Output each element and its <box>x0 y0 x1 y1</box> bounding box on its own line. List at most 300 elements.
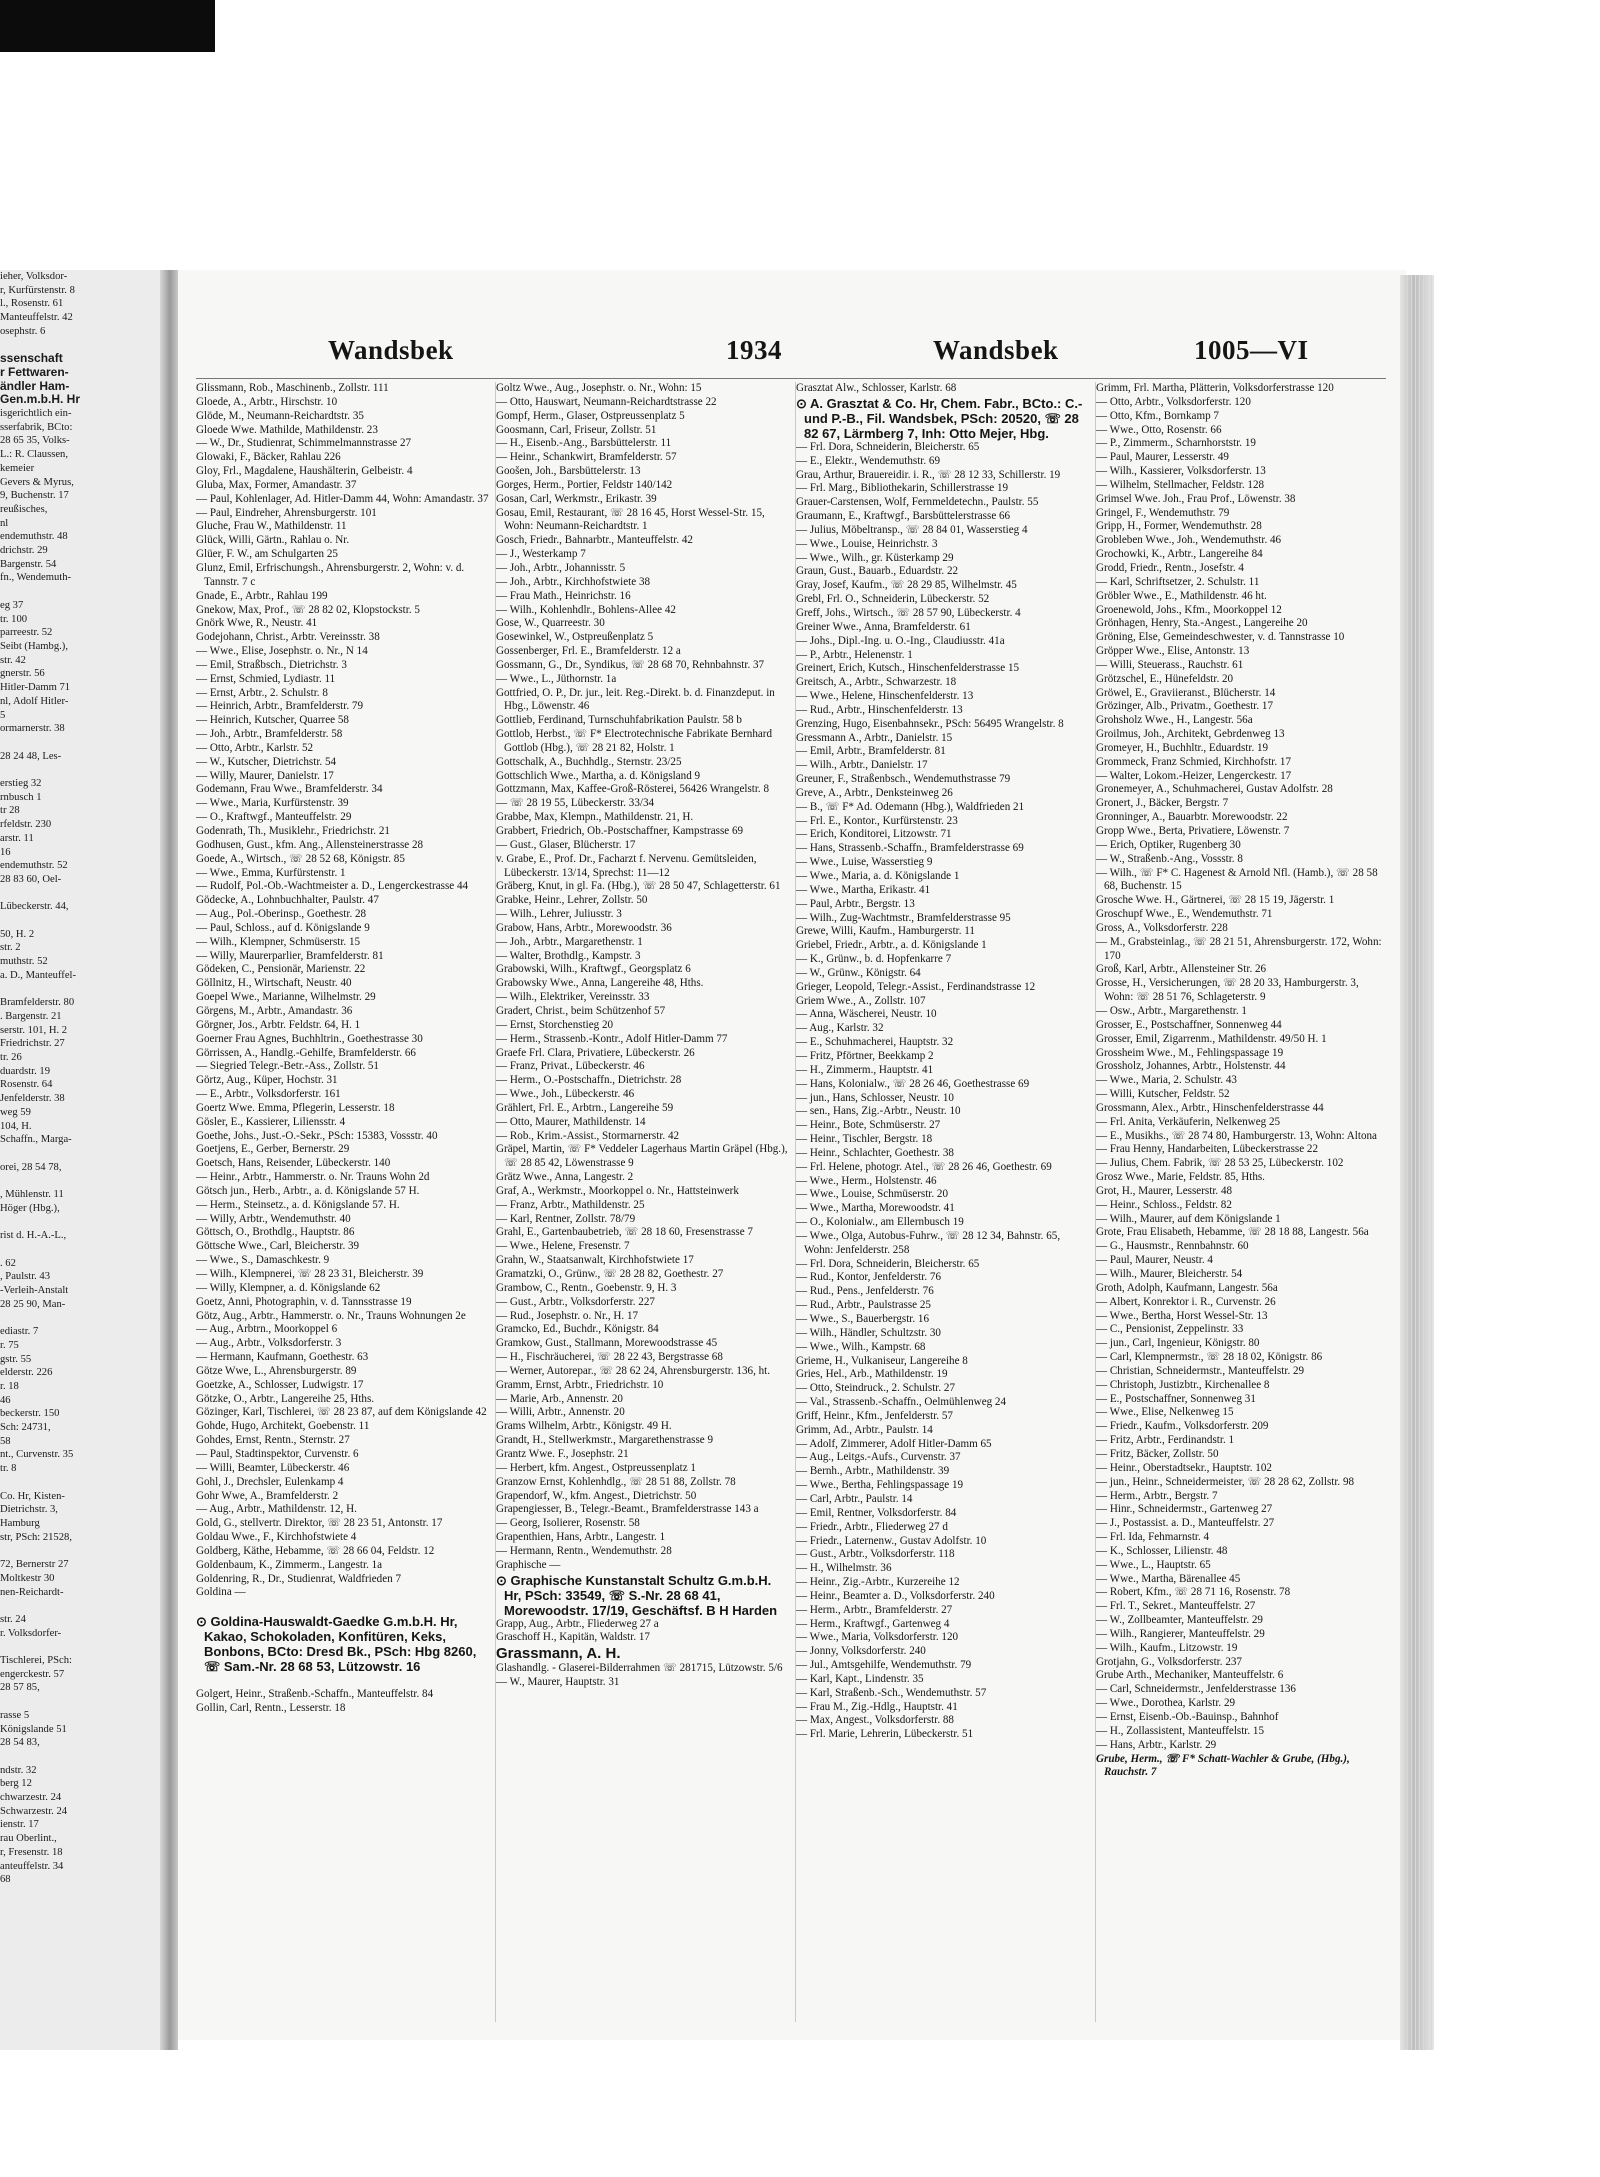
left-page-fragment: reußisches, <box>0 503 48 515</box>
directory-entry: — Heinrich, Arbtr., Bramfelderstr. 79 <box>196 700 363 713</box>
directory-entry <box>196 1674 489 1688</box>
directory-entry <box>196 1600 489 1614</box>
directory-entry: Glissmann, Rob., Maschinenb., Zollstr. 111 <box>196 382 389 394</box>
directory-entry: Grabowski, Wilh., Kraftwgf., Georgsplatz 6 <box>496 963 691 976</box>
left-page-fragment: 16 <box>0 846 11 858</box>
directory-entry: Griem Wwe., A., Zollstr. 107 <box>796 994 926 1007</box>
directory-entry: — J., Postassist. a. D., Manteuffelstr. 27 <box>1096 1517 1275 1530</box>
left-page-fragment: Jenfelderstr. 38 <box>0 1093 65 1105</box>
directory-entry: Gloede Wwe. Mathilde, Mathildenstr. 23 <box>196 423 378 436</box>
directory-entry: — W., Maurer, Hauptstr. 31 <box>496 1676 620 1689</box>
directory-entry: Goldenring, R., Dr., Studienrat, Waldfrieden 7 <box>196 1572 402 1585</box>
directory-entry: ⊙ Goldina-Hauswaldt-Gaedke G.m.b.H. Hr, Kakao, Schokoladen, Konfitüren, Keks, Bonbons, BCto: Dresd Bk., PSch: Hbg 8260, ☏ Sam.-Nr. 28 68 53, Lützowstr. 16 <box>196 1614 477 1675</box>
directory-entry: — Wwe., Bertha, Fehlingspassage 19 <box>796 1479 964 1492</box>
directory-entry: — Walter, Lokom.-Heizer, Lengerckestr. 17 <box>1096 769 1292 782</box>
directory-entry: — Herm., Strassenb.-Kontr., Adolf Hitler-Damm 77 <box>496 1032 728 1045</box>
left-page-fragment <box>0 1147 168 1161</box>
left-page-fragment: 68 <box>0 1874 11 1886</box>
directory-entry: Groschupf Wwe., E., Wendemuthstr. 71 <box>1096 908 1273 921</box>
directory-entry: Grobleben Wwe., Joh., Wendemuthstr. 46 <box>1096 534 1282 547</box>
directory-entry: Gröbler Wwe., E., Mathildenstr. 46 ht. <box>1096 589 1267 602</box>
directory-entry: Gloede, A., Arbtr., Hirschstr. 10 <box>196 395 338 408</box>
directory-entry: Goetjens, E., Gerber, Bernerstr. 29 <box>196 1143 350 1156</box>
left-page-fragment: ormarnerstr. 38 <box>0 723 65 735</box>
directory-entry: — Rud., Pens., Jenfelderstr. 76 <box>796 1285 934 1298</box>
directory-entry: — Frau Henny, Handarbeiten, Lübeckerstrasse 22 <box>1096 1143 1319 1156</box>
directory-entry: — Herm., Arbtr., Bramfelderstr. 27 <box>796 1603 953 1616</box>
left-page-fragment: Rosenstr. 64 <box>0 1079 53 1091</box>
directory-entry: Grodd, Friedr., Rentn., Josefstr. 4 <box>1096 561 1244 574</box>
directory-entry: — jun., Hans, Schlosser, Neustr. 10 <box>796 1091 954 1104</box>
left-page-fragment: Seibt (Hambg.), <box>0 640 68 652</box>
left-page-fragment: ndstr. 32 <box>0 1764 37 1776</box>
left-page-fragment: engerckestr. 57 <box>0 1668 65 1680</box>
left-page-fragment <box>0 887 168 901</box>
left-page-fragment <box>0 1174 168 1188</box>
directory-entry: — Rob., Krim.-Assist., Stormarnerstr. 42 <box>496 1129 680 1142</box>
directory-entry: Gold, G., stellvertr. Direktor, ☏ 28 23 51, Antonstr. 17 <box>196 1517 443 1530</box>
directory-entry: Grams Wilhelm, Arbtr., Königstr. 49 H. <box>496 1420 672 1433</box>
directory-entry: — Willy, Maurer, Danielstr. 17 <box>196 769 334 782</box>
directory-entry: Gödecke, A., Lohnbuchhalter, Paulstr. 47 <box>196 894 379 907</box>
directory-entry: — E., Elektr., Wendemuthstr. 69 <box>796 454 941 467</box>
directory-entry: — Hans, Arbtr., Karlstr. 29 <box>1096 1738 1217 1751</box>
directory-entry: — Osw., Arbtr., Margarethenstr. 1 <box>1096 1004 1247 1017</box>
directory-entry: — Wilh., Klempnerei, ☏ 28 23 31, Bleicherstr. 39 <box>196 1268 424 1280</box>
directory-entry: — Willi, Beamter, Lübeckerstr. 46 <box>196 1461 350 1474</box>
left-page-fragment: kemeier <box>0 462 35 474</box>
directory-entry: Grenzing, Hugo, Eisenbahnsekr., PSch: 56495 Wrangelstr. 8 <box>796 717 1064 730</box>
directory-entry: — Joh., Arbtr., Bramfelderstr. 58 <box>196 728 343 741</box>
directory-entry: Gottschlich Wwe., Martha, a. d. Königsland 9 <box>496 769 701 782</box>
left-page-fragment <box>0 914 168 928</box>
directory-entry: — Rud., Arbtr., Paulstrasse 25 <box>796 1299 931 1312</box>
left-page-fragment: 28 65 35, Volks- <box>0 435 70 447</box>
directory-entry: — H., Wilhelmstr. 36 <box>796 1562 892 1575</box>
left-page-fragment: arstr. 11 <box>0 832 34 844</box>
directory-entry: — Joh., Arbtr., Margarethenstr. 1 <box>496 935 643 948</box>
directory-entry: — Willy, Klempner, a. d. Königslande 62 <box>196 1281 381 1294</box>
directory-entry: Grambow, C., Rentn., Goebenstr. 9, H. 3 <box>496 1281 677 1294</box>
directory-entry: — Emil, Straßbsch., Dietrichstr. 3 <box>196 658 347 671</box>
directory-entry: Gropp Wwe., Berta, Privatiere, Löwenstr. 7 <box>1096 825 1290 837</box>
left-page-fragment: osephstr. 6 <box>0 325 46 337</box>
column-3 <box>796 382 1096 2022</box>
directory-entry: — Johs., Dipl.-Ing. u. O.-Ing., Claudiusstr. 41a <box>796 634 1005 647</box>
directory-entry: Godhusen, Gust., kfm. Ang., Allensteinerstrasse 28 <box>196 838 424 851</box>
directory-entry: — Paul, Kohlenlager, Ad. Hitler-Damm 44, Wohn: Amandastr. 37 <box>196 492 489 505</box>
directory-entry: Grieme, H., Vulkaniseur, Langereihe 8 <box>796 1354 968 1367</box>
directory-entry: — Wwe., Luise, Wasserstieg 9 <box>796 856 933 869</box>
directory-entry: — Christoph, Justizbtr., Kirchenallee 8 <box>1096 1378 1270 1391</box>
directory-entry: Grahl, E., Gartenbaubetrieb, ☏ 28 18 60, Fresenstrasse 7 <box>496 1226 753 1239</box>
directory-entry: Greiner Wwe., Anna, Bramfelderstr. 61 <box>796 620 971 633</box>
directory-entry: — Val., Strassenb.-Schaffn., Oelmühlenweg 24 <box>796 1396 1007 1409</box>
left-page-fragment: Moltkestr 30 <box>0 1572 55 1584</box>
left-page-fragment: , Mühlenstr. 11 <box>0 1189 64 1201</box>
directory-entry: Grieger, Leopold, Telegr.-Assist., Ferdinandstrasse 12 <box>796 980 1036 993</box>
column-4 <box>1096 382 1396 2022</box>
directory-entry: — Heinr., Arbtr., Hammerstr. o. Nr. Trauns Wohn 2d <box>196 1171 430 1184</box>
directory-entry: — Rudolf, Pol.-Ob.-Wachtmeister a. D., Lengerckestrasse 44 <box>196 880 469 893</box>
left-page-fragment: str. 2 <box>0 942 21 954</box>
directory-entry: — Robert, Kfm., ☏ 28 71 16, Rosenstr. 78 <box>1096 1586 1291 1599</box>
directory-entry: — O., Kolonialw., am Ellernbusch 19 <box>796 1216 964 1229</box>
directory-entry: Görrissen, A., Handlg.-Gehilfe, Bramfelderstr. 66 <box>196 1046 416 1059</box>
directory-entry: Glöde, M., Neumann-Reichardtstr. 35 <box>196 409 364 422</box>
directory-entry: Göttsche Wwe., Carl, Bleicherstr. 39 <box>196 1240 360 1253</box>
directory-entry: Gramcko, Ed., Buchdr., Königstr. 84 <box>496 1323 659 1336</box>
directory-entry: — W., Dr., Studienrat, Schimmelmannstrasse 27 <box>196 437 412 450</box>
directory-entry: — Aug., Leitgs.-Aufs., Curvenstr. 37 <box>796 1451 961 1464</box>
left-page-fragment: chwarzestr. 24 <box>0 1792 62 1804</box>
directory-entry: Grassmann, A. H. <box>496 1645 621 1663</box>
left-page-fragment: Hitler-Damm 71 <box>0 682 71 694</box>
left-page-fragment: . Bargenstr. 21 <box>0 1010 62 1022</box>
directory-entry: — Wwe., Otto, Rosenstr. 66 <box>1096 423 1222 436</box>
directory-entry: Goldenbaum, K., Zimmerm., Langestr. 1a <box>196 1558 383 1571</box>
directory-entry: — P., Zimmerm., Scharnhorststr. 19 <box>1096 437 1256 450</box>
directory-entry: Gross, A., Volksdorferstr. 228 <box>1096 921 1228 934</box>
directory-entry: — Wwe., L., Hauptstr. 65 <box>1096 1558 1211 1571</box>
directory-entry: — K., Schlosser, Lilienstr. 48 <box>1096 1544 1228 1557</box>
directory-entry: — Gust., Glaser, Blücherstr. 17 <box>496 838 636 851</box>
directory-entry: Greuner, F., Straßenbsch., Wendemuthstrasse 79 <box>796 773 1011 786</box>
left-page-fragment <box>0 1311 168 1325</box>
header-right-title: Wandsbek <box>933 335 1059 365</box>
left-page-fragment: 9, Buchenstr. 17 <box>0 490 69 502</box>
left-page-fragment: l., Rosenstr. 61 <box>0 298 64 310</box>
directory-entry: Gray, Josef, Kaufm., ☏ 28 29 85, Wilhelmstr. 45 <box>796 579 1017 592</box>
directory-entry: Gorges, Herm., Portier, Feldstr 140/142 <box>496 478 673 491</box>
directory-entry: Gronninger, A., Bauarbtr. Morewoodstr. 22 <box>1096 811 1288 824</box>
left-page-fragment: r. 18 <box>0 1380 19 1392</box>
left-page-fragment <box>0 763 168 777</box>
directory-entry: Grossheim Wwe., M., Fehlingspassage 19 <box>1096 1046 1284 1059</box>
directory-entry: Gramm, Ernst, Arbtr., Friedrichstr. 10 <box>496 1378 664 1391</box>
directory-entry: — Wwe., Wilh., gr. Küsterkamp 29 <box>796 551 954 564</box>
left-page-fragment: ssenschaft <box>0 351 63 366</box>
directory-entry: Goethe, Johs., Just.-O.-Sekr., PSch: 15383, Vossstr. 40 <box>196 1129 438 1142</box>
left-page-fragment: Tischlerei, PSch: <box>0 1655 73 1667</box>
left-page-fragment: muthstr. 52 <box>0 956 48 968</box>
directory-entry: — Willy, Arbtr., Wendemuthstr. 40 <box>196 1212 351 1225</box>
directory-entry: — Wwe., Herm., Holstenstr. 46 <box>796 1174 937 1187</box>
left-page-fragment: 28 25 90, Man- <box>0 1298 66 1310</box>
left-page-fragment: nt., Curvenstr. 35 <box>0 1449 74 1461</box>
directory-entry: Grözinger, Alb., Privatm., Goethestr. 17 <box>1096 700 1274 713</box>
directory-entry: Godemann, Frau Wwe., Bramfelderstr. 34 <box>196 783 383 796</box>
header-left-title: Wandsbek <box>328 335 454 365</box>
left-page-fragment: tr. 8 <box>0 1463 17 1475</box>
directory-entry: Gompf, Herm., Glaser, Ostpreussenplatz 5 <box>496 409 685 422</box>
directory-entry: — Willi, Steuerass., Rauchstr. 61 <box>1096 658 1244 671</box>
left-page-fragment: . 62 <box>0 1257 16 1269</box>
left-page-fragment: ieher, Volksdor- <box>0 271 68 282</box>
left-page-fragment <box>0 1599 168 1613</box>
left-page-fragment: Hamburg <box>0 1517 40 1529</box>
left-page-fragment: gstr. 55 <box>0 1353 32 1365</box>
left-page-fragment: 28 57 85, <box>0 1682 40 1694</box>
left-page-fragment: berg 12 <box>0 1778 32 1790</box>
left-neighbour-page <box>0 270 168 2050</box>
left-page-fragment: Bramfelderstr. 80 <box>0 997 75 1009</box>
header-rule <box>196 378 1386 379</box>
left-page-fragment: Friedrichstr. 27 <box>0 1038 65 1050</box>
directory-entry: — Wilh., ☏ F* C. Hagenest & Arnold Nfl. (Hamb.), ☏ 28 58 68, Buchenstr. 15 <box>1096 866 1378 893</box>
book-gutter <box>160 270 178 2050</box>
directory-entry: — Wwe., Maria, Volksdorferstr. 120 <box>796 1631 959 1644</box>
page-header <box>178 335 1406 375</box>
directory-entry: — Heinr., Zig.-Arbtr., Kurzereihe 12 <box>796 1576 960 1589</box>
directory-entry: — Erich, Optiker, Rugenberg 30 <box>1096 838 1241 851</box>
left-page-fragment: rist d. H.-A.-L., <box>0 1230 67 1242</box>
directory-entry: — Aug., Pol.-Oberinsp., Goethestr. 28 <box>196 908 367 921</box>
left-page-fragment <box>0 1243 168 1257</box>
left-page-fragment: r Fettwaren- <box>0 364 69 379</box>
directory-entry: Gose, W., Quarreestr. 30 <box>496 617 605 630</box>
directory-entry: — Frau Math., Heinrichstr. 16 <box>496 589 631 602</box>
directory-entry: Gröning, Else, Gemeindeschwester, v. d. Tannstrasse 10 <box>1096 631 1345 644</box>
directory-entry: — Hinr., Schneidermstr., Gartenweg 27 <box>1096 1503 1273 1516</box>
directory-entry: Goede, A., Wirtsch., ☏ 28 52 68, Königstr. 85 <box>196 852 405 865</box>
directory-entry: Golgert, Heinr., Straßenb.-Schaffn., Manteuffelstr. 84 <box>196 1687 434 1700</box>
directory-entry: Götz, Aug., Arbtr., Hammerstr. o. Nr., Trauns Wohnungen 2e <box>196 1309 466 1322</box>
left-page-fragment: a. D., Manteuffel- <box>0 969 76 981</box>
directory-entry: Goetsch, Hans, Reisender, Lübeckerstr. 140 <box>196 1157 391 1170</box>
directory-entry: — Joh., Arbtr., Kirchhofstwiete 38 <box>496 575 651 588</box>
directory-entry: — Frl. Ida, Fehmarnstr. 4 <box>1096 1531 1210 1544</box>
directory-entry: — Wwe., Dorothea, Karlstr. 29 <box>1096 1697 1236 1710</box>
left-page-fragment: tr 28 <box>0 805 20 817</box>
directory-entry: Görgens, M., Arbtr., Amandastr. 36 <box>196 1004 353 1017</box>
directory-entry: Grohsholz Wwe., H., Langestr. 56a <box>1096 714 1253 727</box>
left-page-fragment: weg 59 <box>0 1106 31 1118</box>
directory-entry: Goldau Wwe., F., Kirchhofstwiete 4 <box>196 1531 357 1544</box>
directory-entry: Gräberg, Knut, in gl. Fa. (Hbg.), ☏ 28 50 47, Schlagetterstr. 61 <box>496 880 781 893</box>
directory-entry: — sen., Hans, Zig.-Arbtr., Neustr. 10 <box>796 1105 961 1118</box>
left-page-fragment: Sch: 24731, <box>0 1422 51 1434</box>
directory-entry: — B., ☏ F* Ad. Odemann (Hbg.), Waldfrieden 21 <box>796 800 1025 813</box>
directory-entry: Gottzmann, Max, Kaffee-Groß-Rösterei, 56426 Wrangelstr. 8 <box>496 783 770 796</box>
directory-entry: Gramatzki, O., Grünw., ☏ 28 28 82, Goethestr. 27 <box>496 1268 724 1280</box>
directory-entry: — Wilh., Kassierer, Volksdorferstr. 13 <box>1096 465 1266 478</box>
directory-entry: — Herm., Steinsetz., a. d. Königslande 57. H. <box>196 1198 400 1211</box>
directory-entry: Gossenberger, Frl. E., Bramfelderstr. 12 a <box>496 645 681 658</box>
directory-entry: — Otto, Hauswart, Neumann-Reichardtstrasse 22 <box>496 395 717 408</box>
directory-entry: — Wilh., Rangierer, Manteuffelstr. 29 <box>1096 1627 1265 1640</box>
directory-entry: Goetzke, A., Schlosser, Ludwigstr. 17 <box>196 1378 364 1391</box>
left-page-fragment <box>0 1544 168 1558</box>
directory-entry: — Jonny, Volksdorferstr. 240 <box>796 1645 926 1658</box>
left-page-fragment: Co. Hr, Kisten- <box>0 1490 65 1502</box>
directory-entry: — Wwe., Helene, Hinschenfelderstr. 13 <box>796 690 974 703</box>
left-page-fragment: parreestr. 52 <box>0 627 53 639</box>
left-page-fragment: 58 <box>0 1435 11 1447</box>
directory-entry: Grossmann, Alex., Arbtr., Hinschenfelderstrasse 44 <box>1096 1101 1324 1114</box>
directory-entry: Godenrath, Th., Musiklehr., Friedrichstr. 21 <box>196 825 390 837</box>
directory-entry: — G., Hausmstr., Rennbahnstr. 60 <box>1096 1240 1249 1253</box>
directory-entry: — H., Zollassistent, Manteuffelstr. 15 <box>1096 1724 1265 1737</box>
directory-entry: — Wilh., Zug-Wachtmstr., Bramfelderstrasse 95 <box>796 911 1011 924</box>
directory-entry: Gluche, Frau W., Mathildenstr. 11 <box>196 520 347 533</box>
directory-entry: — Wilh., Klempner, Schmüserstr. 15 <box>196 935 361 948</box>
directory-entry: — Herm., O.-Postschaffn., Dietrichstr. 28 <box>496 1074 682 1087</box>
directory-entry: — Heinr., Tischler, Bergstr. 18 <box>796 1133 933 1146</box>
left-page-fragment: nl <box>0 517 9 529</box>
left-page-fragment: rasse 5 <box>0 1709 30 1721</box>
directory-entry: Groenewold, Johs., Kfm., Moorkoppel 12 <box>1096 603 1282 616</box>
directory-entry: Gottlob, Herbst., ☏ F* Electrotechnische Fabrikate Bernhard Gottlob (Hbg.), ☏ 28 21 82, Holstr. 1 <box>496 728 773 754</box>
directory-entry: — Fritz, Arbtr., Ferdinandstr. 1 <box>1096 1434 1235 1447</box>
directory-entry: Gossmann, G., Dr., Syndikus, ☏ 28 68 70, Rehnbahnstr. 37 <box>496 658 765 671</box>
directory-entry: — Werner, Autorepar., ☏ 28 62 24, Ahrensburgerstr. 136, ht. <box>496 1364 771 1377</box>
directory-entry: — Wwe., Maria, 2. Schulstr. 43 <box>1096 1074 1237 1087</box>
directory-entry: — Joh., Arbtr., Johannisstr. 5 <box>496 561 626 574</box>
directory-entry: — Willi, Kutscher, Feldstr. 52 <box>1096 1088 1230 1101</box>
directory-entry: — Heinr., Beamter a. D., Volksdorferstr. 240 <box>796 1589 995 1602</box>
directory-entry: — Anna, Wäscherei, Neustr. 10 <box>796 1008 937 1021</box>
left-page-fragment <box>0 339 168 353</box>
directory-entry: — Frl. E., Kontor., Kurfürstenstr. 23 <box>796 814 958 827</box>
left-page-fragment: L.: R. Claussen, <box>0 449 68 461</box>
directory-entry: Glück, Willi, Gärtn., Rahlau o. Nr. <box>196 534 350 547</box>
left-page-fragment: , Paulstr. 43 <box>0 1271 51 1283</box>
directory-entry: Grapendorf, W., kfm. Angest., Dietrichstr. 50 <box>496 1489 697 1502</box>
directory-entry: — Gust., Arbtr., Volksdorferstr. 227 <box>496 1295 655 1308</box>
directory-entry: — Frl. Helene, photogr. Atel., ☏ 28 26 46, Goethestr. 69 <box>796 1160 1052 1173</box>
directory-entry: Grapengiesser, B., Telegr.-Beamt., Bramfelderstrasse 143 a <box>496 1503 759 1516</box>
directory-entry: Görtz, Aug., Küper, Hochstr. 31 <box>196 1074 338 1087</box>
directory-entry: — Fritz, Bäcker, Zollstr. 50 <box>1096 1447 1219 1460</box>
left-page-fragment: 28 24 48, Les- <box>0 750 62 762</box>
directory-entry: Goertz Wwe. Emma, Pflegerin, Lesserstr. 18 <box>196 1101 395 1114</box>
directory-entry: Gradert, Christ., beim Schützenhof 57 <box>496 1004 666 1017</box>
directory-entry: — Frl. Dora, Schneiderin, Bleicherstr. 65 <box>796 440 980 453</box>
directory-entry: — Wwe., Louise, Heinrichstr. 3 <box>796 537 938 550</box>
entry-columns <box>196 382 1386 2022</box>
directory-entry: — K., Grünw., b. d. Hopfenkarre 7 <box>796 953 952 966</box>
directory-entry: Goltz Wwe., Aug., Josephstr. o. Nr., Wohn: 15 <box>496 382 702 394</box>
directory-entry: Gnekow, Max, Prof., ☏ 28 82 02, Klopstockstr. 5 <box>196 603 420 616</box>
directory-entry: — Wwe., Olga, Autobus-Fuhrw., ☏ 28 12 34, Bahnstr. 65, Wohn: Jenfelderstr. 258 <box>796 1229 1061 1256</box>
directory-entry: Grochowki, K., Arbtr., Langereihe 84 <box>1096 548 1263 561</box>
directory-entry: Gnörk Wwe, R., Neustr. 41 <box>196 617 318 630</box>
directory-entry: — Friedr., Arbtr., Fliederweg 27 d <box>796 1520 948 1533</box>
left-page-fragment: rfeldstr. 230 <box>0 819 52 831</box>
directory-entry: — jun., Heinr., Schneidermeister, ☏ 28 28 62, Zollstr. 98 <box>1096 1475 1355 1488</box>
directory-entry: — Julius, Chem. Fabrik, ☏ 28 53 25, Lübeckerstr. 102 <box>1096 1157 1344 1170</box>
left-page-fragment <box>0 1750 168 1764</box>
directory-entry: — Paul, Schloss., auf d. Königslande 9 <box>196 921 370 934</box>
directory-entry: Grabke, Heinr., Lehrer, Zollstr. 50 <box>496 894 648 907</box>
directory-entry: Grommeck, Franz Schmied, Kirchhofstr. 17 <box>1096 755 1292 768</box>
directory-entry: — Aug., Karlstr. 32 <box>796 1022 884 1035</box>
directory-entry: — Frl. Marg., Bibliothekarin, Schillerstrasse 19 <box>796 482 1009 495</box>
directory-entry: Gohl, J., Drechsler, Eulenkamp 4 <box>196 1475 344 1488</box>
directory-entry: Grasztat Alw., Schlosser, Karlstr. 68 <box>796 382 957 394</box>
directory-entry: — Herm., Arbtr., Bergstr. 7 <box>1096 1489 1218 1502</box>
directory-entry: — Heinrich, Kutscher, Quarree 58 <box>196 714 349 727</box>
left-page-fragment: str. 42 <box>0 654 26 666</box>
directory-entry: Gramkow, Gust., Stallmann, Morewoodstrasse 45 <box>496 1337 718 1350</box>
directory-entry: — Heinr., Bote, Schmüserstr. 27 <box>796 1119 941 1132</box>
directory-entry: — Ernst, Eisenb.-Ob.-Bauinsp., Bahnhof <box>1096 1711 1279 1723</box>
directory-entry: — E., Musikhs., ☏ 28 74 80, Hamburgerstr. 13, Wohn: Altona <box>1096 1129 1377 1142</box>
directory-entry: — Frl. Anita, Verkäuferin, Nelkenweg 25 <box>1096 1115 1281 1128</box>
directory-entry: — Paul, Maurer, Neustr. 4 <box>1096 1254 1213 1267</box>
directory-entry: Gringel, F., Wendemuthstr. 79 <box>1096 506 1230 519</box>
directory-entry: Grote, Frau Elisabeth, Hebamme, ☏ 28 18 88, Langestr. 56a <box>1096 1226 1369 1239</box>
directory-entry: Graphische — <box>496 1558 561 1571</box>
directory-entry: — Aug., Arbtr., Mathildenstr. 12, H. <box>196 1503 357 1516</box>
directory-entry: — Frl. Dora, Schneiderin, Bleicherstr. 65 <box>796 1257 980 1270</box>
left-page-fragment <box>0 1476 168 1490</box>
directory-entry: — Hans, Strassenb.-Schaffn., Bramfelderstrasse 69 <box>796 842 1024 855</box>
directory-entry: Grabow, Hans, Arbtr., Morewoodstr. 36 <box>496 921 672 934</box>
directory-entry: — Willy, Maurerparlier, Bramfelderstr. 81 <box>196 949 384 962</box>
directory-entry: Grapenthien, Hans, Arbtr., Langestr. 1 <box>496 1531 666 1544</box>
directory-entry: Gressmann A., Arbtr., Danielstr. 15 <box>796 731 953 744</box>
directory-entry: Granzow Ernst, Kohlenhdlg., ☏ 28 51 88, Zollstr. 78 <box>496 1475 736 1488</box>
left-page-fragment <box>0 1640 168 1654</box>
directory-entry: Grandt, H., Stellwerkmstr., Margarethenstrasse 9 <box>496 1434 713 1447</box>
left-page-fragment: 28 54 83, <box>0 1737 40 1749</box>
directory-entry: Grosser, E., Postschaffner, Sonnenweg 44 <box>1096 1018 1282 1031</box>
directory-entry: Grählert, Frl. E., Arbtrn., Langereihe 59 <box>496 1101 674 1114</box>
directory-entry: Graumann, E., Kraftwgf., Barsbüttelerstrasse 66 <box>796 510 1011 523</box>
left-page-fragment: endemuthstr. 52 <box>0 860 68 872</box>
left-page-fragment: Bargenstr. 54 <box>0 558 57 570</box>
directory-entry: Graefe Frl. Clara, Privatiere, Lübeckerstr. 26 <box>496 1046 695 1059</box>
directory-entry: — Wwe., S., Damaschkestr. 9 <box>196 1254 330 1267</box>
directory-entry: Gronert, J., Bäcker, Bergstr. 7 <box>1096 797 1229 810</box>
directory-entry: — Wwe., Bertha, Horst Wessel-Str. 13 <box>1096 1309 1268 1322</box>
directory-entry: Griebel, Friedr., Arbtr., a. d. Königslande 1 <box>796 939 987 952</box>
directory-entry: — Erich, Konditorei, Litzowstr. 71 <box>796 828 952 841</box>
directory-entry: — Wilh., Kaufm., Litzowstr. 19 <box>1096 1641 1238 1654</box>
left-page-fragment: beckerstr. 150 <box>0 1408 60 1420</box>
directory-entry: Grosz Wwe., Marie, Feldstr. 85, Hths. <box>1096 1171 1265 1184</box>
left-page-fragment: 46 <box>0 1394 11 1406</box>
directory-entry: — W., Kutscher, Dietrichstr. 54 <box>196 755 337 768</box>
left-page-fragment: tr. 26 <box>0 1052 22 1064</box>
left-page-fragment <box>0 1216 168 1230</box>
directory-entry: Grau, Arthur, Brauereidir. i. R., ☏ 28 12 33, Schillerstr. 19 <box>796 468 1061 481</box>
directory-entry: — Ernst, Storchenstieg 20 <box>496 1018 614 1031</box>
directory-entry: — P., Arbtr., Helenenstr. 1 <box>796 648 913 661</box>
directory-entry: v. Grabe, E., Prof. Dr., Facharzt f. Nervenu. Gemütsleiden, Lübeckerstr. 13/14, Sprechst: 11—12 <box>496 852 757 879</box>
directory-entry: Götze Wwe, L., Ahrensburgerstr. 89 <box>196 1364 357 1377</box>
directory-entry: Glüer, F. W., am Schulgarten 25 <box>196 548 338 561</box>
directory-entry: Grewe, Willi, Kaufm., Hamburgerstr. 11 <box>796 925 975 938</box>
left-page-fragment: tr. 100 <box>0 613 28 625</box>
left-page-fragment <box>0 983 168 997</box>
left-page-fragment: fn., Wendemuth- <box>0 572 72 584</box>
directory-entry: Gottlieb, Ferdinand, Turnschuhfabrikation Paulstr. 58 b <box>496 714 742 727</box>
left-page-fragment: Gen.m.b.H. Hr <box>0 392 81 407</box>
directory-entry: Greinert, Erich, Kutsch., Hinschenfelderstrasse 15 <box>796 662 1020 675</box>
directory-entry: — Wwe., Martha, Morewoodstr. 41 <box>796 1202 955 1215</box>
directory-entry: Grimm, Ad., Arbtr., Paulstr. 14 <box>796 1423 933 1436</box>
directory-entry: Götsch jun., Herb., Arbtr., a. d. Königslande 57 H. <box>196 1184 420 1197</box>
scan-dark-border <box>0 0 215 52</box>
directory-entry: — Heinr., Schankwirt, Bramfelderstr. 57 <box>496 451 677 464</box>
directory-entry: Goosmann, Carl, Friseur, Zollstr. 51 <box>496 423 657 436</box>
directory-entry: — Herbert, kfm. Angest., Ostpreussenplatz 1 <box>496 1461 696 1474</box>
directory-entry: — Otto, Arbtr., Volksdorferstr. 120 <box>1096 395 1251 408</box>
directory-entry: Grapp, Aug., Arbtr., Fliederweg 27 a <box>496 1617 659 1630</box>
